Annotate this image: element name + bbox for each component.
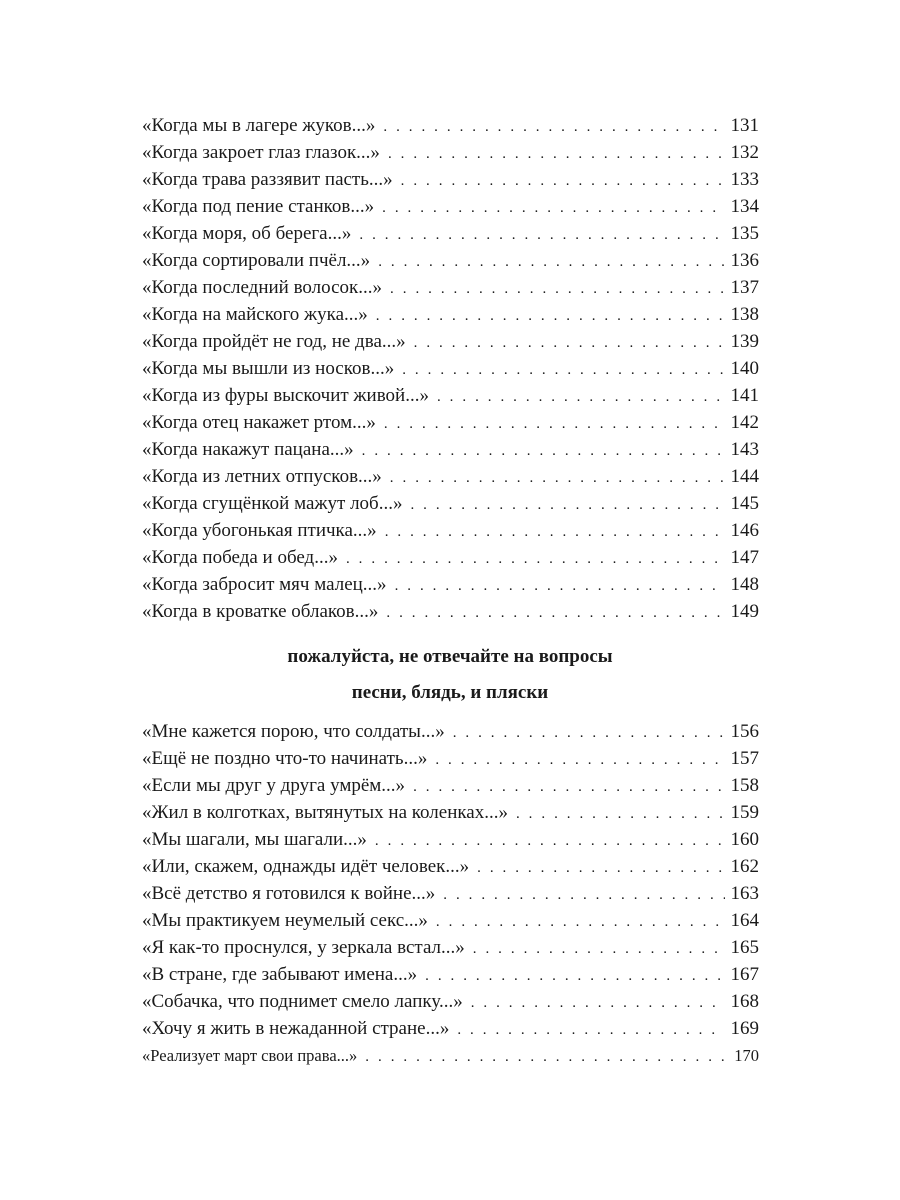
toc-entry [142,274,759,301]
toc-entry-title: «Всё детство я готовился к войне...» [142,883,436,904]
leader-dots [365,1044,728,1071]
leader-dots [395,573,725,600]
section-heading: пожалуйста, не отвечайте на вопросы [287,646,613,667]
toc-entry-page: 168 [730,991,759,1012]
toc-entry-page: 148 [730,574,759,595]
toc-entry-page: 140 [730,358,759,379]
toc-entry-title: «Хочу я жить в нежаданной стране...» [142,1018,450,1039]
toc-entry-title: «Когда из фуры выскочит живой...» [142,385,429,406]
toc-entry [142,436,759,463]
toc-entry [142,853,759,880]
toc-entry-page: 142 [730,412,759,433]
toc-entry-page: 157 [730,748,759,769]
toc-entry-title: «Когда убогонькая птичка...» [142,520,377,541]
toc-entry [142,598,759,625]
leader-dots [386,600,724,627]
leader-dots [471,990,725,1017]
toc-entry-title: «Реализует март свои права...» [142,1046,358,1065]
leader-dots [437,384,725,411]
leader-dots [382,195,724,222]
toc-entry-page: 146 [730,520,759,541]
toc-entry [142,301,759,328]
toc-entry-page: 167 [730,964,759,985]
toc-entry [142,355,759,382]
toc-entry [142,328,759,355]
leader-dots [516,801,725,828]
toc-entry-page: 158 [730,775,759,796]
toc-entry-page: 165 [730,937,759,958]
toc-entry-page: 160 [730,829,759,850]
toc-entry [142,139,759,166]
toc-entry-page: 141 [730,385,759,406]
leader-dots [388,141,725,168]
toc-entry-title: «Жил в колготках, вытянутых на коленках...» [142,802,508,823]
toc-entry-page: 134 [730,196,759,217]
toc-entry-title: «Когда пройдёт не год, не два...» [142,331,406,352]
leader-dots [473,936,725,963]
toc-entry-title: «Когда сортировали пчёл...» [142,250,371,271]
toc-entry-title: «Когда накажут пацана...» [142,439,354,460]
toc-entry [142,718,759,745]
toc-entry-title: «Когда мы в лагере жуков...» [142,115,376,136]
toc-entry-title: «Когда из летних отпусков...» [142,466,382,487]
toc-entry-page: 162 [730,856,759,877]
leader-dots [362,438,725,465]
toc-entry-title: «Когда моря, об берега...» [142,223,352,244]
toc-entry-page: 133 [730,169,759,190]
toc-entry [142,961,759,988]
toc-entry-title: «Когда под пение станков...» [142,196,375,217]
toc-entry-title: «Когда мы вышли из носков...» [142,358,395,379]
toc-entry-title: «Когда в кроватке облаков...» [142,601,379,622]
leader-dots [378,249,724,276]
toc-entry-page: 170 [734,1046,759,1065]
leader-dots [425,963,724,990]
toc-entry-title: «Когда закроет глаз глазок...» [142,142,380,163]
toc-entry-title: «Собачка, что поднимет смело лапку...» [142,991,463,1012]
leader-dots [453,720,725,747]
toc-entry [142,490,759,517]
leader-dots [390,465,725,492]
toc-entry [142,220,759,247]
toc-entry-page: 137 [730,277,759,298]
leader-dots [390,276,724,303]
toc-entry [142,382,759,409]
toc-entry-page: 159 [730,802,759,823]
leader-dots [383,114,724,141]
leader-dots [477,855,724,882]
toc-entry-title: «Мы шагали, мы шагали...» [142,829,367,850]
leader-dots [414,330,725,357]
toc-entry [142,112,759,139]
toc-entry-title: «Мы практикуем неумелый секс...» [142,910,428,931]
leader-dots [436,909,725,936]
leader-dots [435,747,724,774]
toc-entry [142,745,759,772]
leader-dots [401,168,725,195]
toc-entry-title: «В стране, где забывают имена...» [142,964,418,985]
leader-dots [376,303,725,330]
leader-dots [384,411,725,438]
toc-entry [142,571,759,598]
toc-entry [142,880,759,907]
toc-entry [142,1042,759,1069]
leader-dots [410,492,724,519]
toc-entry-page: 136 [730,250,759,271]
toc-entry-title: «Когда отец накажет ртом...» [142,412,376,433]
toc-entry [142,247,759,274]
toc-entry-title: «Когда последний волосок...» [142,277,383,298]
toc-entry [142,826,759,853]
toc-entry-page: 147 [730,547,759,568]
toc-entry [142,544,759,571]
toc-entry-title: «Мне кажется порою, что солдаты...» [142,721,445,742]
toc-entry [142,463,759,490]
leader-dots [413,774,724,801]
toc-entry [142,409,759,436]
toc-entry-page: 164 [730,910,759,931]
toc-entry-page: 169 [730,1018,759,1039]
toc-entry-title: «Ещё не поздно что-то начинать...» [142,748,428,769]
toc-entry-page: 145 [730,493,759,514]
toc-list-section-2 [142,718,759,1069]
leader-dots [375,828,725,855]
toc-entry-title: «Когда трава раззявит пасть...» [142,169,393,190]
toc-entry [142,193,759,220]
toc-entry-page: 143 [730,439,759,460]
toc-entry-page: 138 [730,304,759,325]
leader-dots [385,519,725,546]
toc-entry-page: 135 [730,223,759,244]
toc-entry [142,1015,759,1042]
toc-entry-page: 139 [730,331,759,352]
toc-entry-title: «Я как-то проснулся, у зеркала встал...» [142,937,465,958]
toc-entry-title: «Если мы друг у друга умрём...» [142,775,406,796]
toc-entry [142,907,759,934]
toc-entry [142,517,759,544]
toc-entry-title: «Когда победа и обед...» [142,547,338,568]
toc-entry-title: «Или, скажем, однажды идёт человек...» [142,856,470,877]
leader-dots [457,1017,724,1044]
subsection-heading: песни, блядь, и пляски [351,682,549,703]
toc-entry-page: 132 [730,142,759,163]
leader-dots [359,222,724,249]
toc-entry-page: 131 [730,115,759,136]
toc-entry-page: 163 [730,883,759,904]
toc-entry-page: 144 [730,466,759,487]
leader-dots [443,882,724,909]
toc-entry-page: 156 [730,721,759,742]
toc-entry [142,799,759,826]
toc-list-section-1 [142,112,759,625]
toc-entry [142,934,759,961]
leader-dots [346,546,725,573]
toc-entry-page: 149 [730,601,759,622]
toc-entry-title: «Когда на майского жука...» [142,304,368,325]
toc-entry [142,772,759,799]
leader-dots [402,357,724,384]
toc-entry [142,166,759,193]
toc-entry-title: «Когда сгущёнкой мажут лоб...» [142,493,403,514]
toc-entry-title: «Когда забросит мяч малец...» [142,574,387,595]
toc-entry [142,988,759,1015]
